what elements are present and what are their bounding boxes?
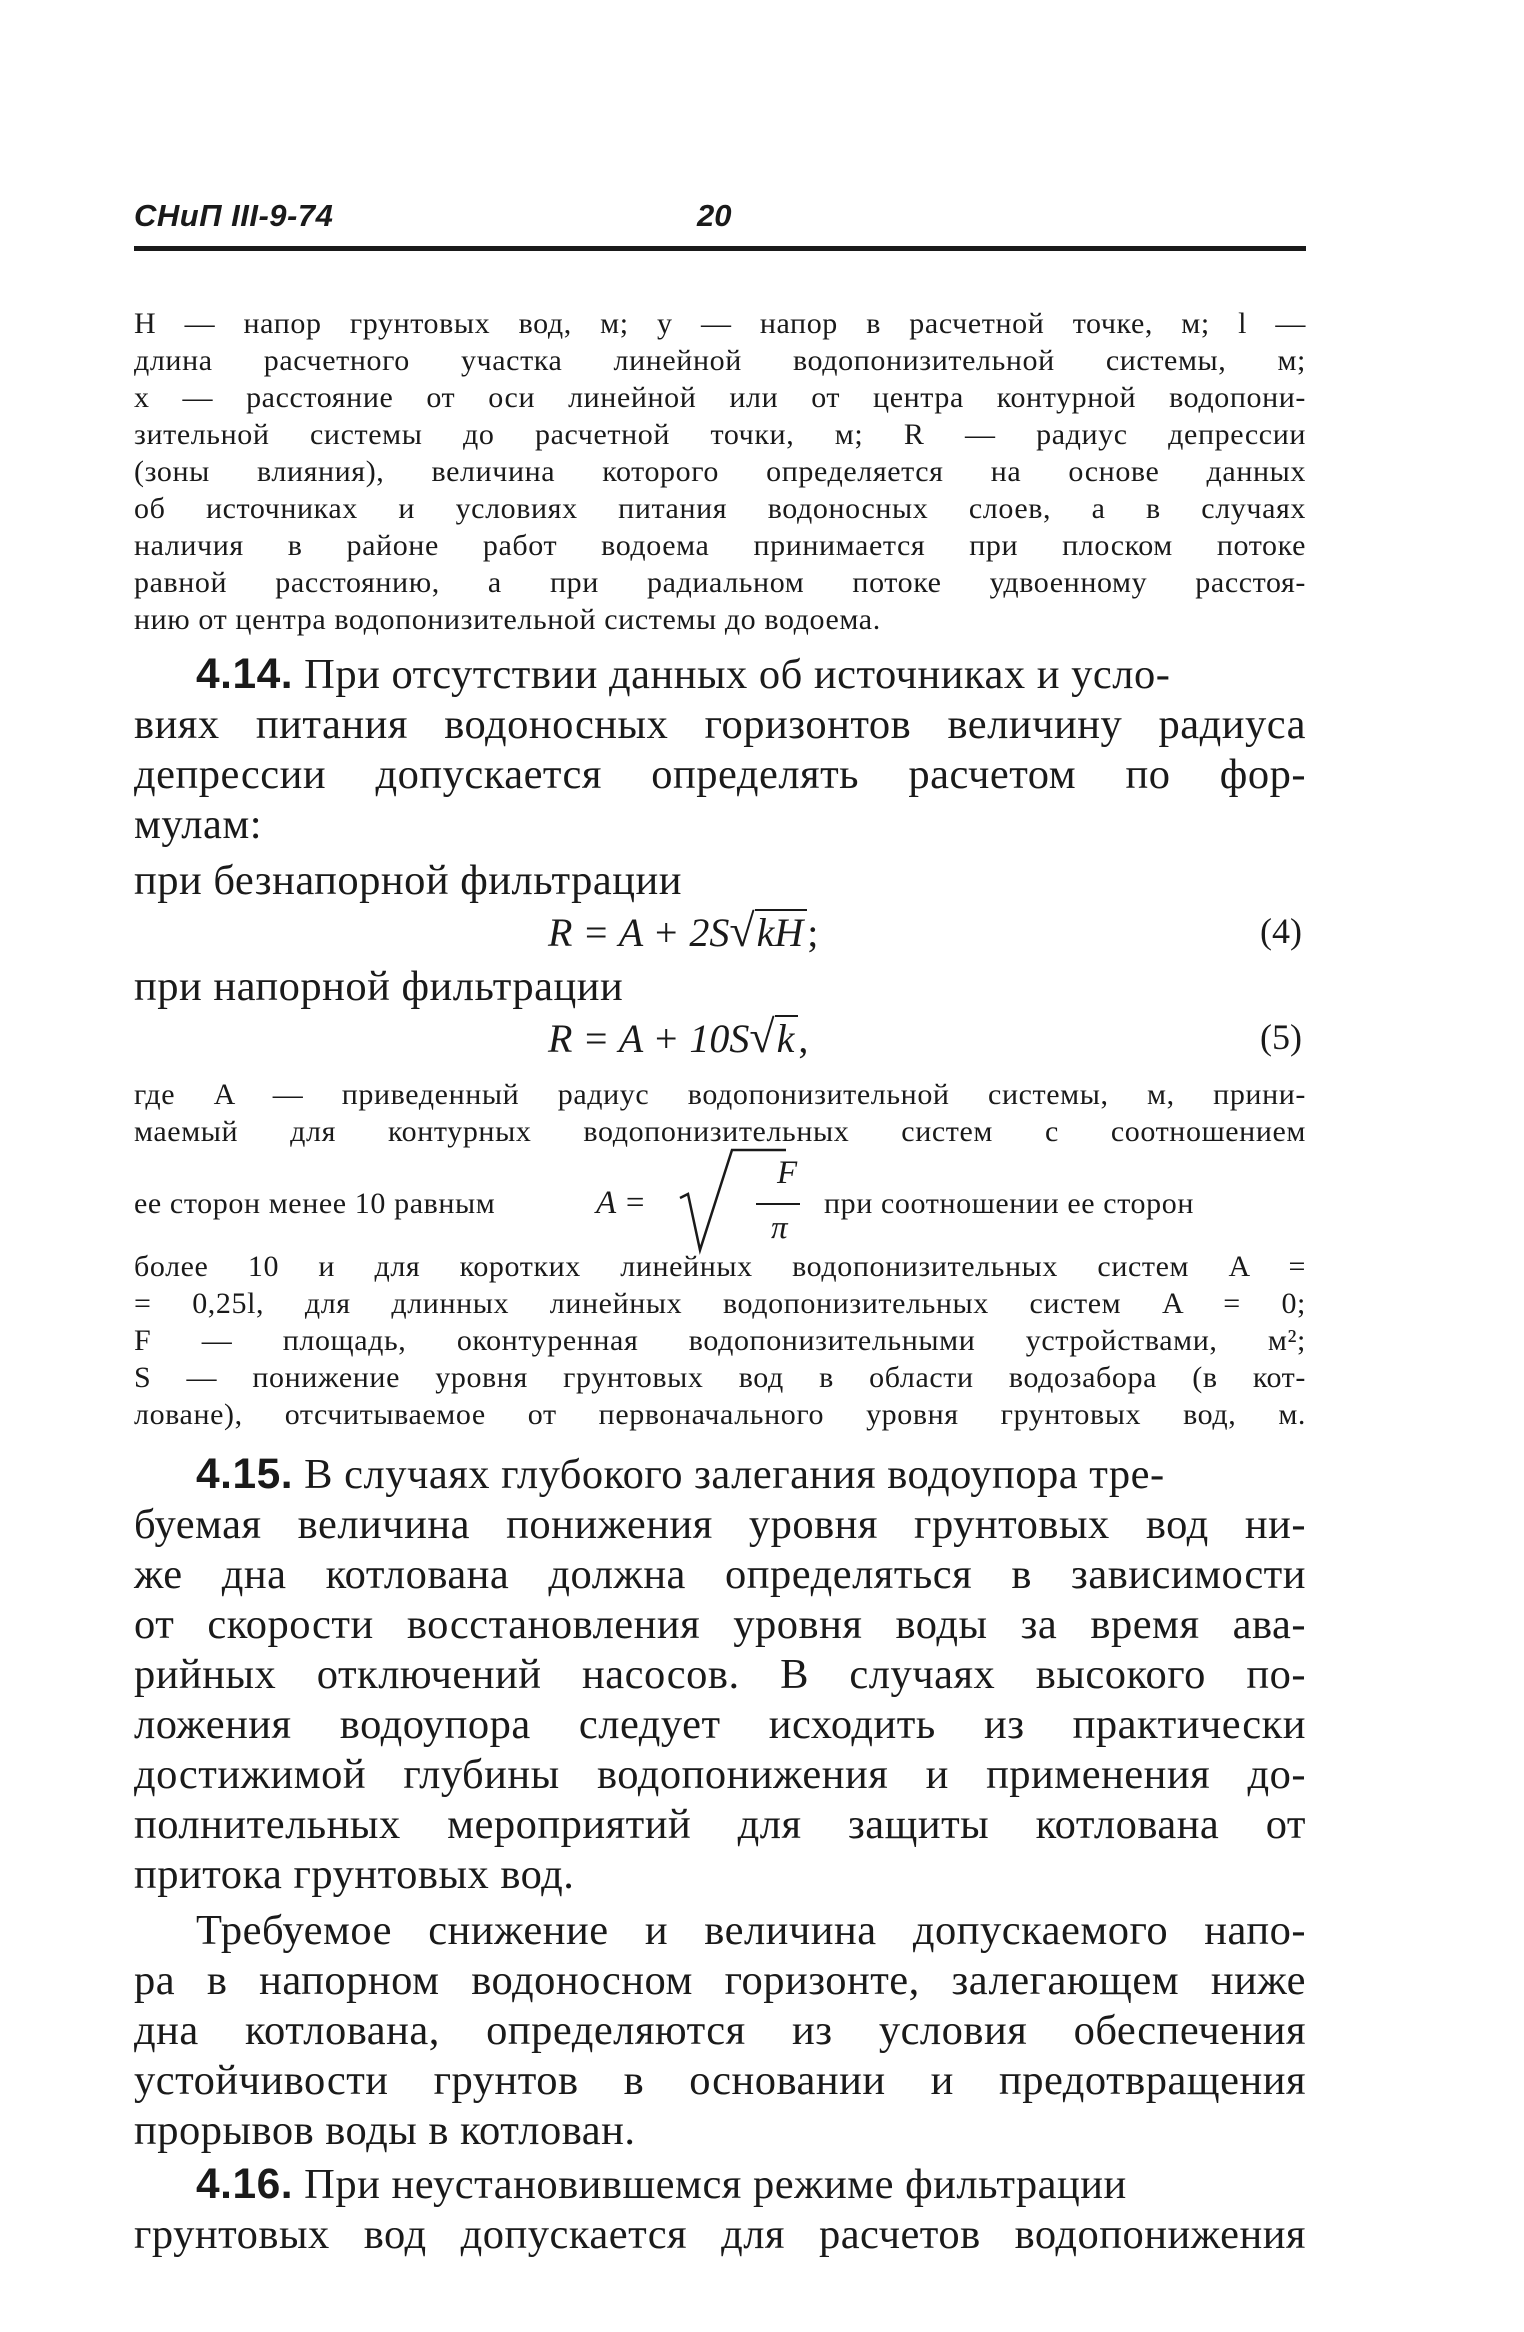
section-text: достижимой глубины водопонижения и применения до- <box>134 1751 1306 1798</box>
section-text: дна котлована, определяются из условия обеспечения <box>134 2007 1306 2054</box>
intro-line: наличия в районе работ водоема принимается при плоском потоке <box>134 529 1306 562</box>
formula-5-lhs: R = A + 10S <box>548 1016 750 1061</box>
where-inline-left: ее сторон менее 10 равным <box>134 1187 496 1220</box>
label-unconfined: при безнапорной фильтрации <box>134 857 682 904</box>
section-text: полнительных мероприятий для защиты котлована от <box>134 1801 1306 1848</box>
section-text: же дна котлована должна определяться в зависимости <box>134 1551 1306 1598</box>
formula-5-radicand: k <box>775 1015 799 1061</box>
section-text: депрессии допускается определять расчетом по фор- <box>134 751 1306 798</box>
intro-line: H — напор грунтовых вод, м; y — напор в расчетной точке, м; l — <box>134 307 1306 340</box>
where-line: маемый для контурных водопонизительных систем с соотношением <box>134 1115 1306 1148</box>
section-number: 4.14. <box>196 651 294 698</box>
intro-line: (зоны влияния), величина которого определяется на основе данных <box>134 455 1306 488</box>
document-code: СНиП III-9-74 <box>134 198 334 233</box>
formula-5-tail: , <box>798 1016 809 1061</box>
formula-4-number: (4) <box>1260 911 1302 951</box>
formula-4 <box>548 905 819 956</box>
section-text: прорывов воды в котлован. <box>134 2107 636 2154</box>
inline-formula-sqrt-f-over-pi <box>596 1146 822 1258</box>
section-text: от скорости восстановления уровня воды за время ава- <box>134 1601 1306 1648</box>
section-text: рийных отключений насосов. В случаях высокого по- <box>134 1651 1306 1698</box>
where-tail-line: S — понижение уровня грунтовых вод в области водозабора (в кот- <box>134 1361 1306 1394</box>
where-tail-line: более 10 и для коротких линейных водопонизительных систем A = <box>134 1250 1306 1283</box>
section-text: мулам: <box>134 801 263 848</box>
radical-sign: √ <box>749 1011 775 1062</box>
formula-4-tail: ; <box>807 910 819 955</box>
intro-line: равной расстоянию, а при радиальном потоке удвоенному расстоя- <box>134 566 1306 599</box>
section-4-16-first-line <box>196 2160 1306 2211</box>
section-text: ложения водоупора следует исходить из практически <box>134 1701 1306 1748</box>
where-tail-line: ловане), отсчитываемое от первоначального уровня грунтовых вод, м. <box>134 1398 1306 1431</box>
section-text: притока грунтовых вод. <box>134 1851 575 1898</box>
intro-line: x — расстояние от оси линейной или от центра контурной водопони- <box>134 381 1306 414</box>
intro-line: длина расчетного участка линейной водопонизительной системы, м; <box>134 344 1306 377</box>
inline-formula-denominator: π <box>771 1210 788 1246</box>
where-inline-right: при соотношении ее сторон <box>824 1187 1194 1220</box>
where-line: где A — приведенный радиус водопонизительной системы, м, прини- <box>134 1078 1306 1111</box>
section-text: В случаях глубокого залегания водоупора тре- <box>304 1451 1165 1498</box>
section-4-15-first-line <box>196 1450 1306 1501</box>
intro-line: об источниках и условиях питания водоносных слоев, а в случаях <box>134 492 1306 525</box>
section-text: Требуемое снижение и величина допускаемого напо- <box>196 1907 1306 1954</box>
section-number: 4.15. <box>196 1451 294 1498</box>
label-confined: при напорной фильтрации <box>134 963 624 1010</box>
where-tail-line: F — площадь, оконтуренная водопонизительными устройствами, м²; <box>134 1324 1306 1357</box>
page-number: 20 <box>697 198 732 233</box>
intro-line: зительной системы до расчетной точки, м; R — радиус депрессии <box>134 418 1306 451</box>
section-text: буемая величина понижения уровня грунтовых вод ни- <box>134 1501 1306 1548</box>
section-number: 4.16. <box>196 2161 294 2208</box>
formula-5-number: (5) <box>1260 1017 1302 1057</box>
header-rule <box>134 246 1306 251</box>
section-text: При отсутствии данных об источниках и усло- <box>304 651 1171 698</box>
formula-4-radicand: kH <box>755 909 808 955</box>
section-text: грунтовых вод допускается для расчетов водопонижения <box>134 2211 1306 2258</box>
section-text: виях питания водоносных горизонтов величину радиуса <box>134 701 1306 748</box>
inline-formula-lhs: A = <box>596 1185 647 1221</box>
formula-5 <box>548 1011 809 1062</box>
intro-line: нию от центра водопонизительной системы до водоема. <box>134 603 881 636</box>
section-text: При неустановившемся режиме фильтрации <box>304 2161 1127 2208</box>
radical-sign: √ <box>729 905 755 956</box>
section-4-14-first-line <box>196 650 1306 701</box>
section-text: устойчивости грунтов в основании и предотвращения <box>134 2057 1306 2104</box>
formula-4-lhs: R = A + 2S <box>548 910 730 955</box>
page-header <box>134 198 1306 248</box>
inline-formula-numerator: F <box>777 1155 798 1191</box>
where-tail-line: = 0,25l, для длинных линейных водопонизительных систем A = 0; <box>134 1287 1306 1320</box>
section-text: ра в напорном водоносном горизонте, залегающем ниже <box>134 1957 1306 2004</box>
